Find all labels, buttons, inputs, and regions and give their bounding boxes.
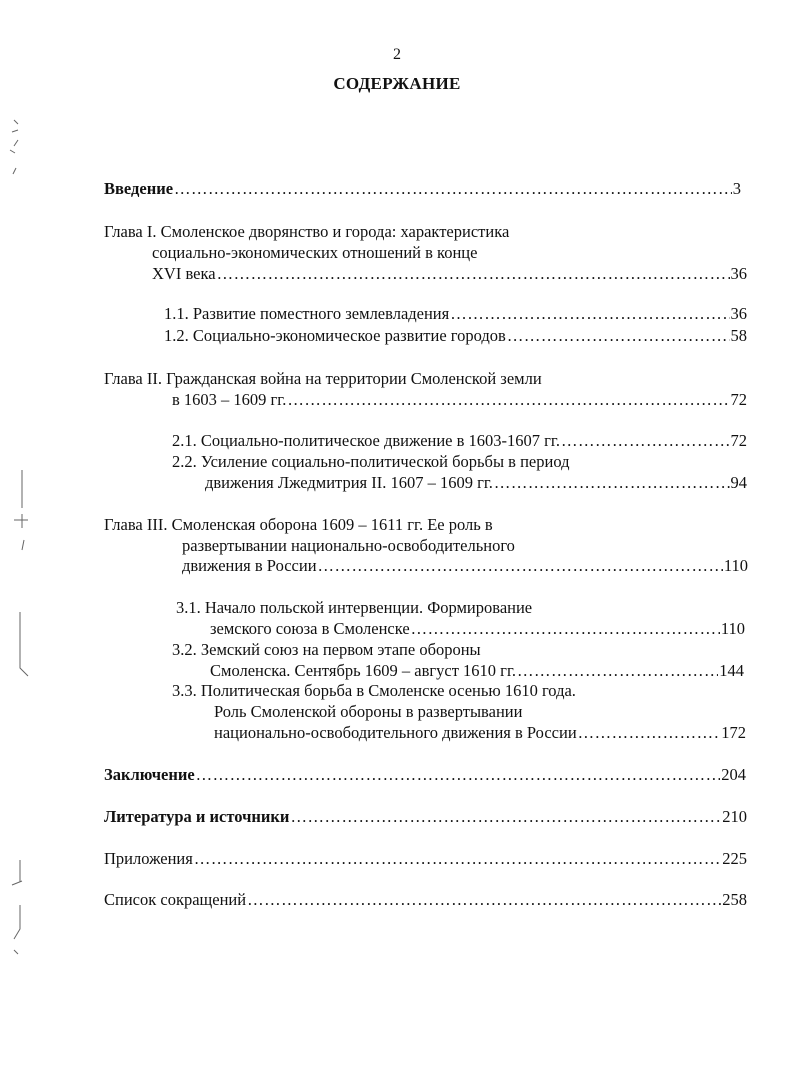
toc-entry-title: 2.1. Социально-политическое движение в 1603-1607 гг. — [172, 431, 560, 450]
toc-entry-section-3-2[interactable] — [210, 660, 744, 682]
toc-entry-title: движения в России — [182, 556, 317, 575]
toc-entry-title: XVI века — [152, 264, 216, 283]
toc-page-number: 72 — [730, 431, 747, 450]
toc-page-number: 110 — [723, 556, 748, 575]
dot-leader — [318, 555, 723, 577]
toc-entry-introduction[interactable] — [104, 178, 741, 200]
toc-page-number: 3 — [732, 179, 741, 198]
toc-entry-literature[interactable] — [104, 806, 747, 828]
toc-entry-section-1-2[interactable] — [164, 325, 747, 347]
toc-entry-chapter1[interactable] — [152, 263, 747, 285]
toc-entry-chapter2[interactable] — [172, 389, 747, 411]
toc-entry-title: земского союза в Смоленске — [210, 619, 410, 638]
toc-page-number: 36 — [730, 264, 747, 283]
toc-chapter3-line1: Глава III. Смоленская оборона 1609 – 1611 гг. Ее роль в — [104, 515, 493, 534]
toc-section-3-3-line2: Роль Смоленской обороны в развертывании — [214, 702, 523, 721]
page-number: 2 — [393, 46, 401, 63]
dot-leader — [578, 722, 721, 744]
toc-section-3-1-line1: 3.1. Начало польской интервенции. Формирование — [176, 598, 533, 617]
toc-entry-title: Заключение — [104, 765, 195, 784]
toc-entry-abbreviations[interactable] — [104, 889, 747, 911]
page-title: СОДЕРЖАНИЕ — [333, 74, 461, 93]
toc-entry-section-1-1[interactable] — [164, 303, 747, 325]
dot-leader — [174, 178, 732, 200]
dot-leader — [494, 472, 730, 494]
dot-leader — [450, 303, 729, 325]
dot-leader — [247, 889, 721, 911]
toc-chapter1-line2: социально-экономических отношений в конце — [152, 243, 478, 262]
toc-section-2-2-line1: 2.2. Усиление социально-политической борьбы в период — [172, 452, 570, 471]
toc-page-number: 110 — [720, 619, 745, 638]
toc-section-3-3-line1: 3.3. Политическая борьба в Смоленске осенью 1610 года. — [172, 681, 576, 700]
toc-page-number: 72 — [730, 390, 747, 409]
toc-entry-title: движения Лжедмитрия II. 1607 – 1609 гг. — [205, 473, 493, 492]
toc-page-number: 94 — [730, 473, 747, 492]
toc-page-number: 210 — [722, 807, 747, 826]
toc-entry-title: Приложения — [104, 849, 193, 868]
toc-entry-title: в 1603 – 1609 гг. — [172, 390, 287, 409]
toc-entry-section-2-1[interactable] — [172, 430, 747, 452]
toc-entry-chapter3[interactable] — [182, 555, 748, 577]
toc-page-number: 225 — [722, 849, 747, 868]
toc-chapter2-line1: Глава II. Гражданская война на территории Смоленской земли — [104, 369, 542, 388]
toc-chapter3-line2: развертывании национально-освободительного — [182, 536, 515, 555]
toc-page-number: 144 — [719, 661, 744, 680]
dot-leader — [287, 389, 729, 411]
toc-entry-section-3-1[interactable] — [210, 618, 745, 640]
dot-leader — [517, 660, 718, 682]
dot-leader — [196, 764, 721, 786]
toc-entry-section-3-3[interactable] — [214, 722, 746, 744]
toc-entry-title: Список сокращений — [104, 890, 247, 909]
toc-entry-conclusion[interactable] — [104, 764, 746, 786]
toc-entry-title: Смоленска. Сентябрь 1609 – август 1610 гг. — [210, 661, 516, 680]
dot-leader — [194, 848, 721, 870]
toc-chapter1-line1: Глава I. Смоленское дворянство и города: характеристика — [104, 222, 510, 241]
toc-page-number: 204 — [721, 765, 746, 784]
toc-entry-section-2-2[interactable] — [205, 472, 747, 494]
dot-leader — [561, 430, 730, 452]
toc-page-number: 172 — [721, 723, 746, 742]
toc-page-number: 258 — [722, 890, 747, 909]
dot-leader — [411, 618, 720, 640]
toc-entry-title: 1.2. Социально-экономическое развитие городов — [164, 326, 506, 345]
dot-leader — [217, 263, 730, 285]
toc-entry-title: Введение — [104, 179, 174, 198]
dot-leader — [290, 806, 721, 828]
toc-entry-title: Литература и источники — [104, 807, 290, 826]
toc-page-number: 58 — [730, 326, 747, 345]
toc-entry-appendix[interactable] — [104, 848, 747, 870]
dot-leader — [507, 325, 730, 347]
toc-page-number: 36 — [730, 304, 747, 323]
toc-section-3-2-line1: 3.2. Земский союз на первом этапе обороны — [172, 640, 481, 659]
toc-entry-title: 1.1. Развитие поместного землевладения — [164, 304, 450, 323]
toc-entry-title: национально-освободительного движения в России — [214, 723, 577, 742]
